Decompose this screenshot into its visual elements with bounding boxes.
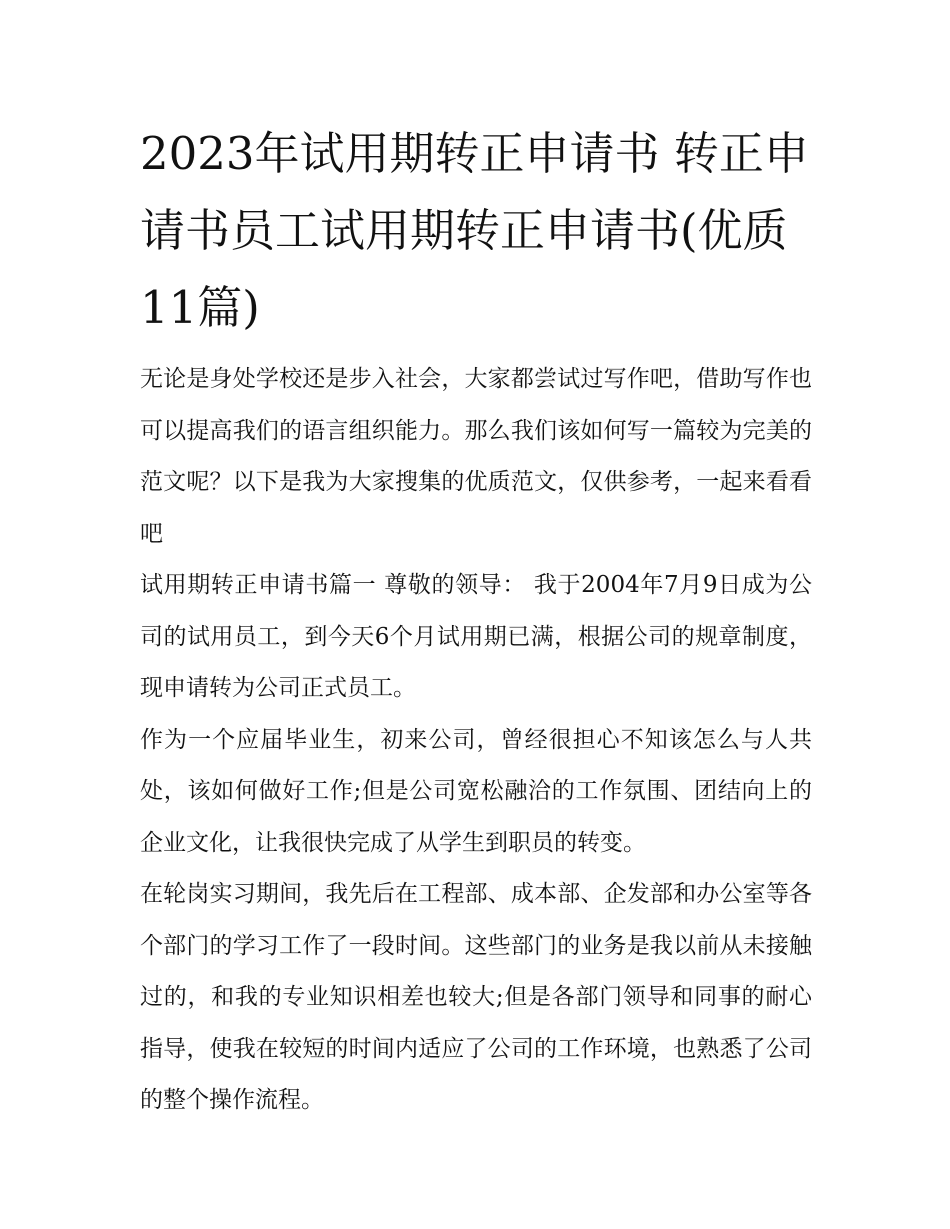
paragraph-rotation: 在轮岗实习期间，我先后在工程部、成本部、企发部和办公室等各个部门的学习工作了一段时间。这些部门的业务是我以前从未接触过的，和我的专业知识相差也较大;但是各部门领导和同事的耐心指导，使我在较短的时间内适应了公司的工作环境，也熟悉了公司的整个操作流程。 [140,881,812,1113]
document-title: 2023年试用期转正申请书 转正申请书员工试用期转正申请书(优质11篇) [140,127,809,334]
document-body [140,115,812,1127]
paragraph-application: 试用期转正申请书篇一 尊敬的领导： 我于2004年7月9日成为公司的试用员工，到今天6个月试用期已满，根据公司的规章制度，现申请转为公司正式员工。 [140,572,812,701]
paragraph-adaptation: 作为一个应届毕业生，初来公司，曾经很担心不知该怎么与人共处，该如何做好工作;但是公司宽松融洽的工作氛围、团结向上的企业文化，让我很快完成了从学生到职员的转变。 [140,726,812,856]
paragraph-intro: 无论是身处学校还是步入社会，大家都尝试过写作吧，借助写作也可以提高我们的语言组织能力。那么我们该如何写一篇较为完美的范文呢？以下是我为大家搜集的优质范文，仅供参考，一起来看看吧 [140,366,812,547]
